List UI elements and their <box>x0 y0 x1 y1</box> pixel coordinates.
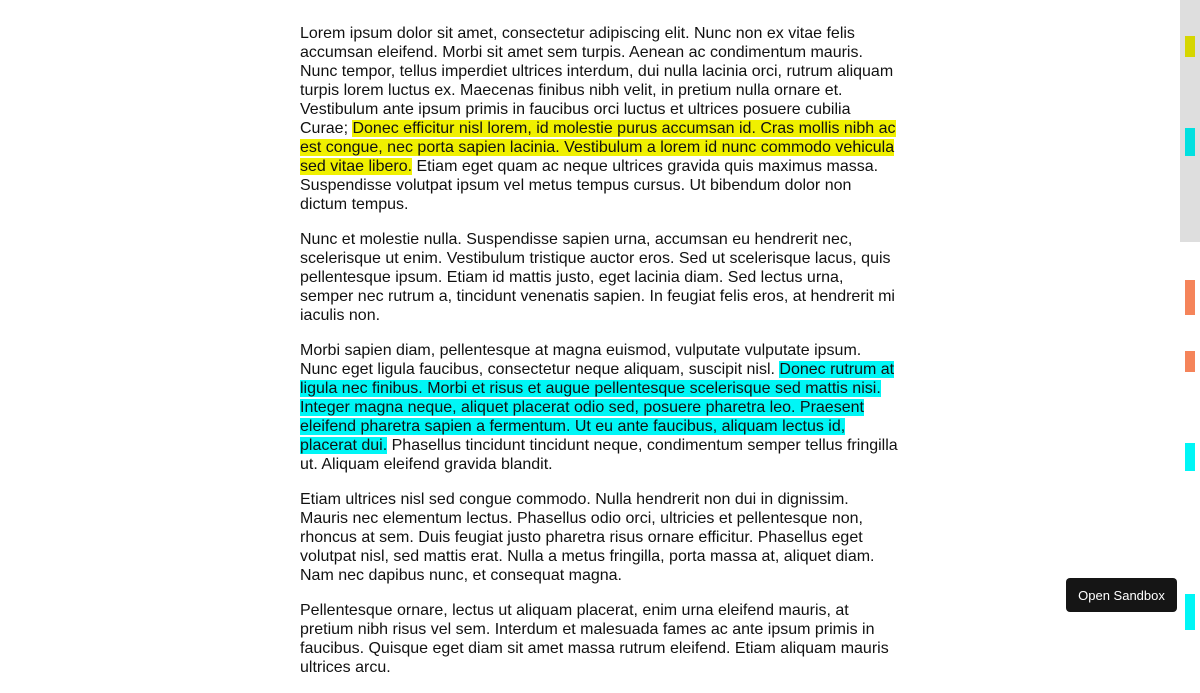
paragraph-4: Etiam ultrices nisl sed congue commodo. Nulla hendrerit non dui in dignissim. Mauris nec elementum lectus. Phasellus odio orci, ultricies et pellentesque non, rhoncus at sem. Duis feugiat justo pharetra risus ornare efficitur. Phasellus eget volutpat nisl, sed mattis erat. Nulla a metus fringilla, porta massa at, aliquet diam. Nam nec dapibus nunc, et consequat magna. <box>300 491 875 584</box>
paragraph-3-text-after: Phasellus tincidunt tincidunt neque, condimentum semper tellus fringilla ut. Aliquam eleifend gravida blandit. <box>300 437 898 473</box>
scroll-marker-cyan[interactable] <box>1185 128 1195 156</box>
paragraph-1 <box>300 24 900 214</box>
paragraph-2: Nunc et molestie nulla. Suspendisse sapien urna, accumsan eu hendrerit nec, scelerisque ut enim. Vestibulum tristique auctor eros. Sed ut scelerisque lacus, quis pellentesque ipsum. Etiam id mattis justo, eget lacinia diam. Sed lectus urna, semper nec rutrum a, tincidunt venenatis sapien. In feugiat felis eros, at hendrerit mi iaculis non. <box>300 231 895 324</box>
scroll-marker-cyan[interactable] <box>1185 443 1195 471</box>
paragraph-5: Pellentesque ornare, lectus ut aliquam placerat, enim urna eleifend mauris, at pretium nibh risus vel sem. Interdum et malesuada fames ac ante ipsum primis in faucibus. Quisque eget diam sit amet massa rutrum eleifend. Etiam aliquam mauris ultrices arcu. <box>300 602 889 676</box>
scroll-marker-yellow[interactable] <box>1185 36 1195 57</box>
paragraph-1-text-before: Lorem ipsum dolor sit amet, consectetur adipiscing elit. Nunc non ex vitae felis accumsan eleifend. Morbi sit amet sem turpis. Aenean ac condimentum mauris. Nunc tempor, tellus imperdiet ultrices interdum, dui nulla lacinia orci, rutrum aliquam turpis lorem luctus ex. Maecenas finibus nibh velit, in pretium nulla ornare et. Vestibulum ante ipsum primis in faucibus orci luctus et ultrices posuere cubilia Curae; <box>300 25 894 137</box>
paragraph-3 <box>300 341 900 474</box>
cyan-highlight[interactable]: Donec rutrum at ligula nec finibus. Morbi et risus et augue pellentesque scelerisque sed mattis nisi. Integer magna neque, aliquet placerat odio sed, posuere pharetra leo. Praesent eleifend pharetra sapien a fermentum. Ut eu ante faucibus, aliquam lectus id, placerat dui. <box>300 361 895 454</box>
yellow-highlight[interactable]: Donec efficitur nisl lorem, id molestie purus accumsan id. Cras mollis nibh ac est congue, nec porta sapien lacinia. Vestibulum a lorem id nunc commodo vehicula sed vitae libero. <box>300 120 896 175</box>
document-content <box>300 24 900 693</box>
scroll-marker-orange[interactable] <box>1185 280 1195 315</box>
paragraph-3-text-before: Morbi sapien diam, pellentesque at magna euismod, vulputate vulputate ipsum. Nunc eget ligula faucibus, consectetur neque aliquam, suscipit nisl. <box>300 342 862 378</box>
open-sandbox-button[interactable]: Open Sandbox <box>1066 578 1177 612</box>
scroll-marker-orange[interactable] <box>1185 351 1195 372</box>
paragraph-1-text-after: Etiam eget quam ac neque ultrices gravida quis maximus massa. Suspendisse volutpat ipsum vel metus tempus cursus. Ut bibendum dolor non dictum tempus. <box>300 158 879 213</box>
scroll-marker-cyan[interactable] <box>1185 594 1195 630</box>
